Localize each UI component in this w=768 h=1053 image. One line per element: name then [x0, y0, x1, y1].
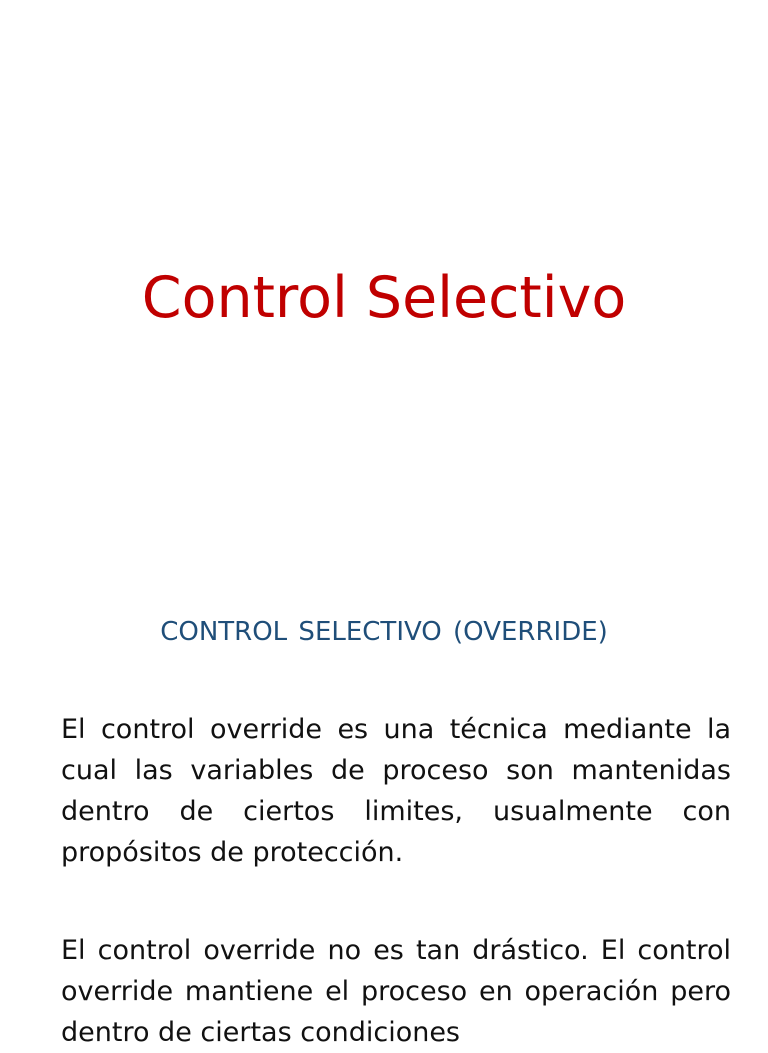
section-subtitle: CONTROL SELECTIVO (OVERRIDE): [160, 617, 608, 647]
paragraph-2: El control override no es tan drástico. El control override mantiene el proceso en operación pero dentro de ciertas condiciones: [61, 935, 731, 1048]
page-title: Control Selectivo: [141, 265, 627, 331]
paragraph-1: El control override es una técnica mediante la cual las variables de proceso son mantenidas dentro de ciertos limites, usualmente con propósitos de protección.: [61, 714, 731, 868]
